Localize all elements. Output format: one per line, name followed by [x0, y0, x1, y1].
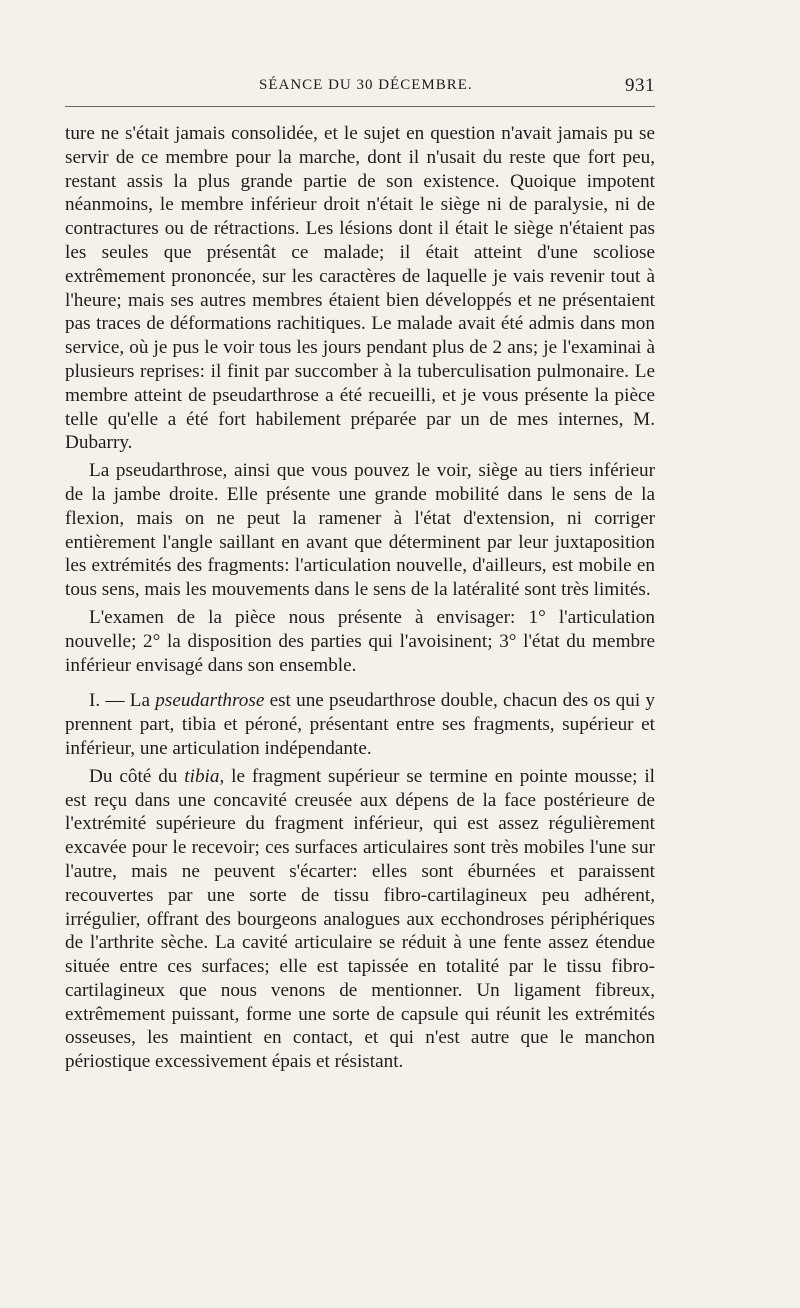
running-title: SÉANCE DU 30 DÉCEMBRE. — [259, 77, 473, 93]
paragraph-5-lead: Du côté du — [89, 765, 185, 787]
page-number: 931 — [625, 75, 655, 96]
paragraph-4-lead: I. — La — [89, 690, 156, 712]
paragraph-4-rest: est une pseudarthrose double, chacun des os qui y prennent part, tibia et péroné, présentant entre ses fragments, supérieur et inférieur, une articulation indépendante. — [65, 690, 655, 759]
paragraph-1: ture ne s'était jamais consolidée, et le sujet en question n'avait jamais pu se servir de ce membre pour la marche, dont il n'usait du reste que fort peu, restant assis la plus grande partie de son existence. Quoique impotent néanmoins, le membre inférieur droit n'était le siège ni de paralysie, ni de contractures ou de rétractions. Les lésions dont il était le siège n'étaient pas les seules que présentât ce malade; il était atteint d'une scoliose extrêmement prononcée, sur les caractères de laquelle je vais revenir tout à l'heure; mais ses autres membres étaient bien développés et ne présentaient pas traces de déformations rachitiques. Le malade avait été admis dans mon service, où je pus le voir tous les jours pendant plus de 2 ans; je l'examinai à plusieurs reprises: il finit par succomber à la tuberculisation pulmonaire. Le membre atteint de pseudarthrose a été recueilli, et je vous présente la pièce telle qu'elle a été fort habilement préparée par un de mes internes, M. Dubarry. — [65, 123, 655, 454]
paragraph-3: L'examen de la pièce nous présente à envisager: 1° l'articulation nouvelle; 2° la disposition des parties qui l'avoisinent; 3° l'état du membre inférieur envisagé dans son ensemble. — [65, 606, 655, 676]
paragraph-5-italic: tibia — [184, 765, 220, 787]
paragraph-5 — [65, 765, 655, 1074]
paragraph-4 — [65, 689, 655, 760]
paragraph-5-rest: , le fragment supérieur se termine en pointe mousse; il est reçu dans une concavité creusée aux dépens de la face postérieure de l'extrémité supérieure du fragment inférieur, qui est assez régulièrement excavée pour le recevoir; ces surfaces articulaires sont très mobiles l'une sur l'autre, mais ne peuvent s'écarter: elles sont éburnées et paraissent recouvertes par une sorte de tissu fibro-cartilagineux peu adhérent, irrégulier, offrant des bourgeons analogues aux ecchondroses périphériques de l'arthrite sèche. La cavité articulaire se réduit à une fente assez étendue située entre ces surfaces; elle est tapissée en totalité par le tissu fibro-cartilagineux que nous venons de mentionner. Un ligament fibreux, extrêmement puissant, forme une sorte de capsule qui réunit les extrémités osseuses, les maintient en contact, et qui n'est autre que le manchon périostique excessivement épais et résistant. — [65, 765, 655, 1073]
page-header — [65, 73, 655, 101]
paragraph-4-italic: pseudarthrose — [155, 690, 265, 712]
header-rule — [65, 106, 655, 107]
paragraph-2: La pseudarthrose, ainsi que vous pouvez le voir, siège au tiers inférieur de la jambe droite. Elle présente une grande mobilité dans le sens de la flexion, mais on ne peut la ramener à l'état d'extension, ni corriger entièrement l'angle saillant en avant que déterminent par leur juxtaposition les extrémités des fragments: l'articulation nouvelle, d'ailleurs, est mobile en tous sens, mais les mouvements dans le sens de la latéralité sont très limités. — [65, 460, 655, 601]
body-text — [65, 122, 655, 1078]
